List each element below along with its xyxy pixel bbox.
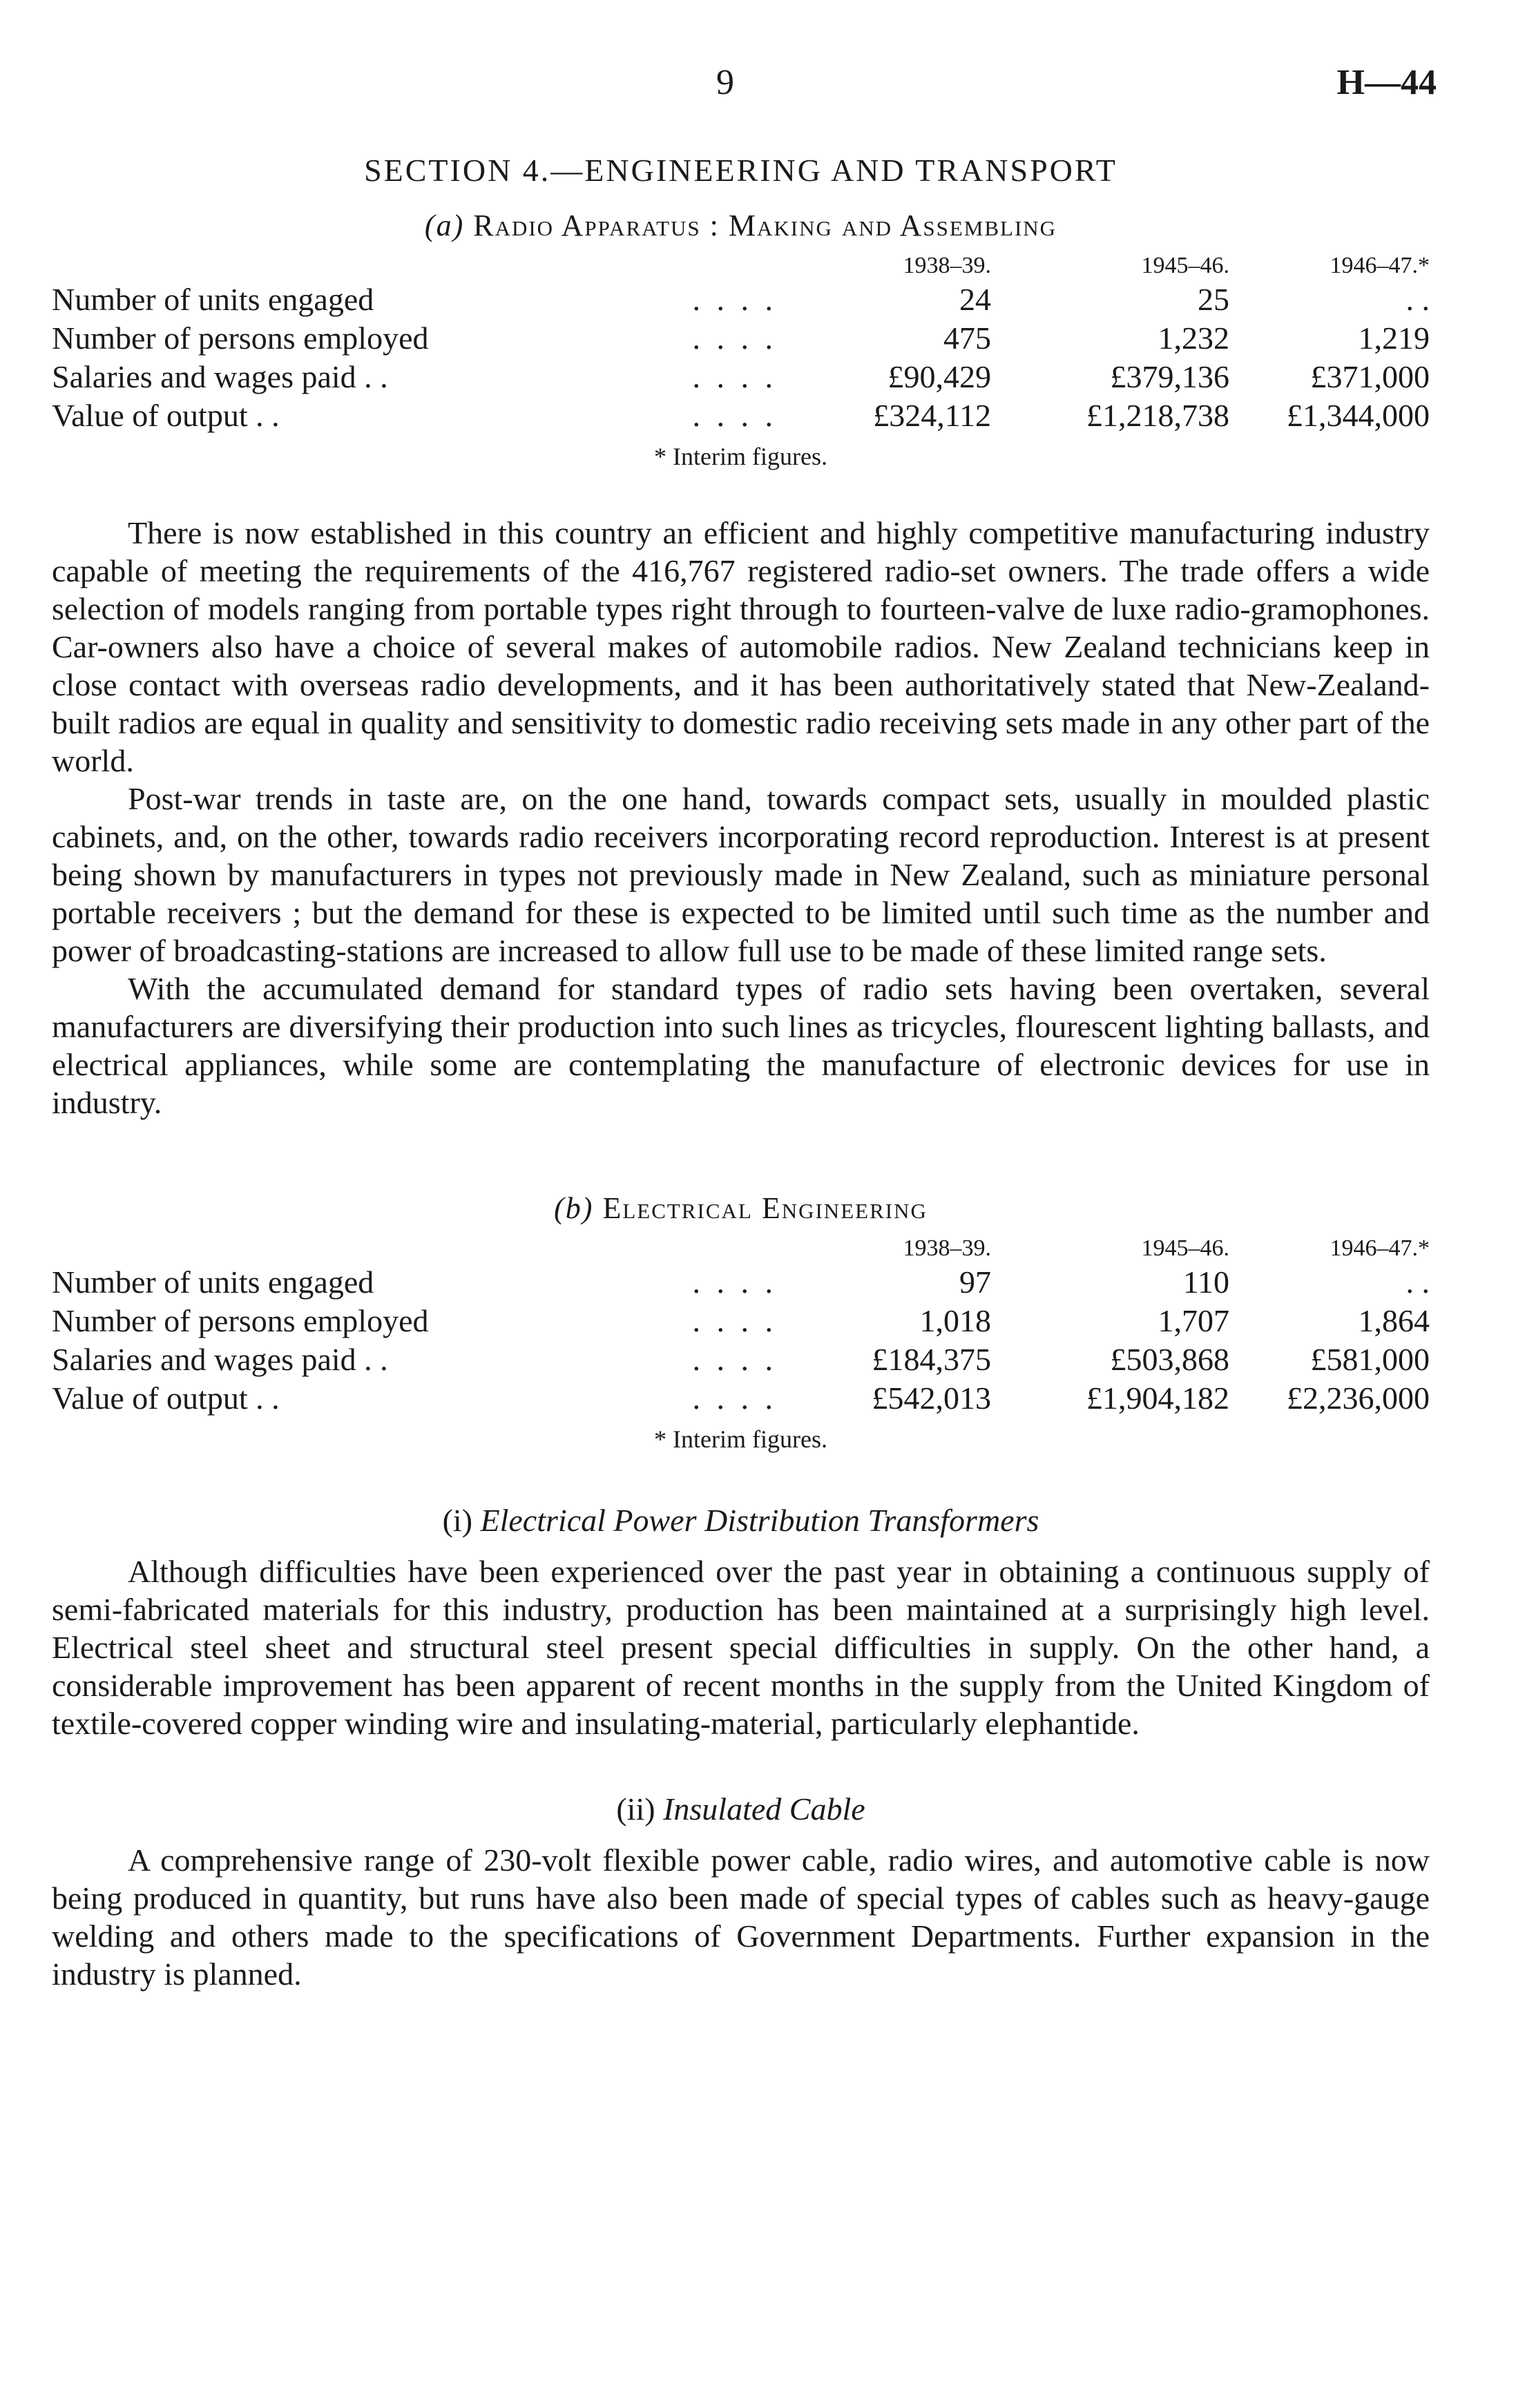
value-cell: £542,013: [872, 1380, 991, 1416]
value-cell: £1,344,000: [1287, 398, 1430, 433]
table-row: [52, 1340, 1430, 1379]
table-row: [52, 319, 1430, 358]
value-cell: 1,232: [1158, 320, 1229, 356]
value-cell: 25: [1198, 282, 1229, 317]
electrical-table-header: [52, 1235, 1430, 1263]
value-cell: £324,112: [873, 398, 991, 433]
leader-dots: . . . .: [692, 320, 777, 356]
value-cell: 110: [1182, 1264, 1229, 1300]
electrical-heading-text: Electrical Engineering: [602, 1191, 928, 1225]
row-label: Number of units engaged: [52, 282, 374, 317]
value-cell: . .: [1405, 1264, 1430, 1300]
paragraph: With the accumulated demand for standard types of radio sets having been overtaken, several manufacturers are diversifying their production into such lines as tricycles, flourescent lighting ballasts, and electrical appliances, while some are contemplating the manufacture of electronic devices for use in industry.: [52, 971, 1430, 1120]
table-row: [52, 1379, 1430, 1418]
paragraph: There is now established in this country an efficient and highly competitive manufacturing industry capable of meeting the requirements of the 416,767 registered radio-set owners. The trade offers a wide selection of models ranging from portable types right through to fourteen-valve de luxe radio-gramophones. Car-owners also have a choice of several makes of automobile radios. New Zealand technicians keep in close contact with overseas radio developments, and it has been authoritatively stated that New-Zealand-built radios are equal in quality and sensitivity to domestic radio receiving sets made in any other part of the world.: [52, 515, 1430, 778]
row-label: Value of output . .: [52, 1380, 280, 1416]
section-title: SECTION 4.—ENGINEERING AND TRANSPORT: [364, 153, 1117, 188]
leader-dots: . . . .: [692, 398, 777, 433]
row-label: Salaries and wages paid . .: [52, 1342, 388, 1377]
transformers-title: Electrical Power Distribution Transformers: [480, 1503, 1039, 1538]
radio-heading: [52, 208, 1430, 243]
leader-dots: . . . .: [692, 282, 777, 317]
paragraph: Although difficulties have been experienced over the past year in obtaining a continuous supply of semi-fabricated materials for this industry, production has been maintained at a surprisingly high level. Electrical steel sheet and structural steel present special difficulties in supply. On the other hand, a considerable improvement has been apparent of recent months in the supply from the United Kingdom of textile-covered copper winding wire and insulating-material, particularly elephantide.: [52, 1554, 1430, 1741]
value-cell: £1,904,182: [1086, 1380, 1229, 1416]
value-cell: 1,219: [1358, 320, 1430, 356]
page-number: 9: [716, 63, 734, 102]
radio-table-header: [52, 253, 1430, 280]
column-header: 1938–39.: [903, 253, 991, 278]
value-cell: 97: [959, 1264, 991, 1300]
transformers-label: (i): [442, 1503, 473, 1538]
value-cell: £371,000: [1310, 359, 1430, 394]
radio-heading-text: Radio Apparatus : Making and Assembling: [473, 209, 1057, 242]
cable-label: (ii): [616, 1791, 655, 1827]
leader-dots: . . . .: [692, 359, 777, 394]
value-cell: 1,707: [1158, 1303, 1229, 1338]
transformers-heading: [52, 1502, 1430, 1539]
document-code: H—44: [1336, 63, 1437, 102]
leader-dots: . . . .: [692, 1380, 777, 1416]
paragraph: A comprehensive range of 230-volt flexible power cable, radio wires, and automotive cable is now being produced in quantity, but runs have also been made of special types of cables such as heavy-gauge welding and others made to the specifications of Government Departments. Further expansion in the industry is planned.: [52, 1842, 1430, 1992]
radio-heading-label: (a): [424, 209, 465, 242]
paragraph: Post-war trends in taste are, on the one hand, towards compact sets, usually in moulded plastic cabinets, and, on the other, towards radio receivers incorporating record reproduction. Interest is at present being shown by manufacturers in types not previously made in New Zealand, such as miniature personal portable receivers ; but the demand for these is expected to be limited until such time as the number and power of broadcasting-stations are increased to allow full use to be made of these limited range sets.: [52, 781, 1430, 968]
column-header: 1945–46.: [1141, 1235, 1229, 1261]
value-cell: 24: [959, 282, 991, 317]
column-header: 1938–39.: [903, 1235, 991, 1261]
leader-dots: . . . .: [692, 1264, 777, 1300]
table-row: [52, 1302, 1430, 1340]
value-cell: £1,218,738: [1086, 398, 1229, 433]
column-header: 1946–47.*: [1330, 253, 1430, 278]
leader-dots: . . . .: [692, 1303, 777, 1338]
value-cell: . .: [1405, 282, 1430, 317]
row-label: Number of persons employed: [52, 320, 429, 356]
electrical-heading-label: (b): [554, 1191, 594, 1225]
table-row: [52, 358, 1430, 396]
row-label: Salaries and wages paid . .: [52, 359, 388, 394]
table-row: [52, 396, 1430, 435]
document-page: [52, 48, 1437, 1993]
column-header: 1946–47.*: [1330, 1235, 1430, 1261]
value-cell: £581,000: [1310, 1342, 1430, 1377]
table-row: [52, 1263, 1430, 1302]
page-header: [52, 48, 1437, 110]
electrical-table: [52, 1235, 1430, 1418]
interim-note: * Interim figures.: [654, 443, 827, 470]
value-cell: 1,864: [1358, 1303, 1430, 1338]
column-header: 1945–46.: [1141, 253, 1229, 278]
radio-text: [52, 514, 1430, 1121]
row-label: Number of units engaged: [52, 1264, 374, 1300]
cable-heading: [52, 1791, 1430, 1827]
interim-note: * Interim figures.: [654, 1425, 827, 1453]
value-cell: £379,136: [1110, 359, 1229, 394]
value-cell: 1,018: [919, 1303, 991, 1338]
value-cell: £2,236,000: [1287, 1380, 1430, 1416]
row-label: Number of persons employed: [52, 1303, 429, 1338]
row-label: Value of output . .: [52, 398, 280, 433]
value-cell: £503,868: [1110, 1342, 1229, 1377]
table-row: [52, 280, 1430, 319]
radio-table: [52, 253, 1430, 435]
electrical-heading: [52, 1191, 1430, 1226]
leader-dots: . . . .: [692, 1342, 777, 1377]
value-cell: 475: [943, 320, 991, 356]
value-cell: £184,375: [872, 1342, 991, 1377]
cable-title: Insulated Cable: [663, 1791, 865, 1827]
value-cell: £90,429: [887, 359, 991, 394]
